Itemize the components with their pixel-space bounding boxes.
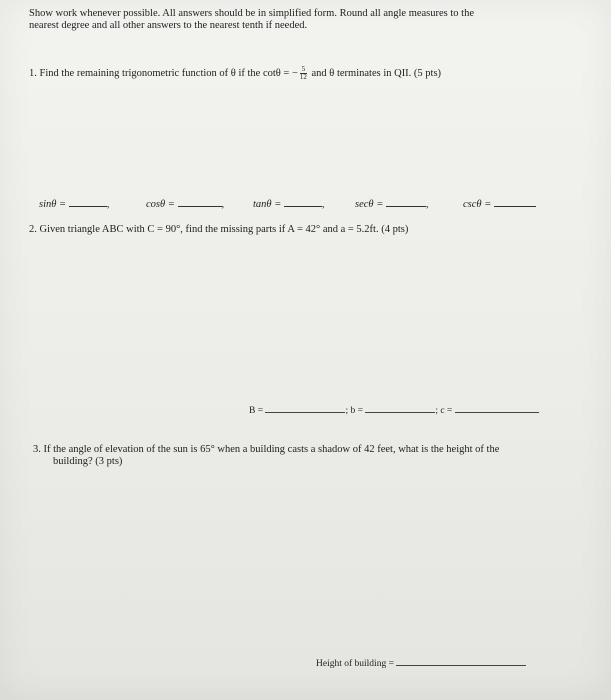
answer-cos: [146, 196, 224, 211]
answer-sin: [39, 196, 109, 211]
separator: ,: [321, 199, 325, 210]
answer-sin-label: sinθ =: [39, 199, 67, 210]
answer-B: [249, 403, 539, 417]
answer-c-blank[interactable]: [455, 403, 539, 413]
answer-tan-label: tanθ =: [253, 199, 282, 210]
answer-B-label: B =: [249, 406, 264, 416]
answer-height-label: Height of building =: [316, 659, 394, 669]
separator: ,: [106, 199, 110, 210]
answer-csc: [463, 196, 536, 211]
question-3-line-1: 3. If the angle of elevation of the sun is 65° when a building casts a shadow of 42 feet, what is the height of the: [33, 444, 500, 455]
answer-b-blank[interactable]: [365, 403, 435, 413]
answer-tan: [253, 196, 325, 211]
answer-sin-blank[interactable]: [69, 196, 107, 207]
answer-csc-blank[interactable]: [494, 196, 536, 207]
instructions-line-2: nearest degree and all other answers to the nearest tenth if needed.: [29, 20, 308, 31]
answer-tan-blank[interactable]: [284, 196, 322, 207]
fraction-5-12: [300, 66, 307, 81]
answer-csc-label: cscθ =: [463, 199, 492, 210]
question-2-text: 2. Given triangle ABC with C = 90°, find the missing parts if A = 42° and a = 5.2ft. (4 pts): [29, 224, 409, 235]
question-1-text-a: 1. Find the remaining trigonometric function of θ if the cotθ = −: [29, 67, 298, 79]
answer-B-blank[interactable]: [265, 403, 345, 413]
instructions-line-1: Show work whenever possible. All answers should be in simplified form. Round all angle measures to the: [29, 8, 475, 19]
answer-height-blank[interactable]: [396, 656, 526, 666]
answer-cos-blank[interactable]: [178, 196, 222, 207]
answer-sec: [355, 196, 429, 211]
answer-cos-label: cosθ =: [146, 199, 175, 210]
question-1-text-b: and θ terminates in QII. (5 pts): [311, 67, 442, 79]
answer-b-label: ; b =: [345, 406, 363, 416]
fraction-denominator: 12: [299, 73, 307, 81]
answer-c-label: ; c =: [435, 406, 453, 416]
question-1-text: [29, 66, 441, 81]
separator: ,: [221, 199, 225, 210]
answer-sec-label: secθ =: [355, 199, 384, 210]
fraction-numerator: 5: [301, 65, 306, 73]
question-3-line-2: building? (3 pts): [53, 456, 123, 467]
separator: ,: [425, 199, 429, 210]
answer-sec-blank[interactable]: [386, 196, 426, 207]
answer-height: [316, 656, 526, 670]
